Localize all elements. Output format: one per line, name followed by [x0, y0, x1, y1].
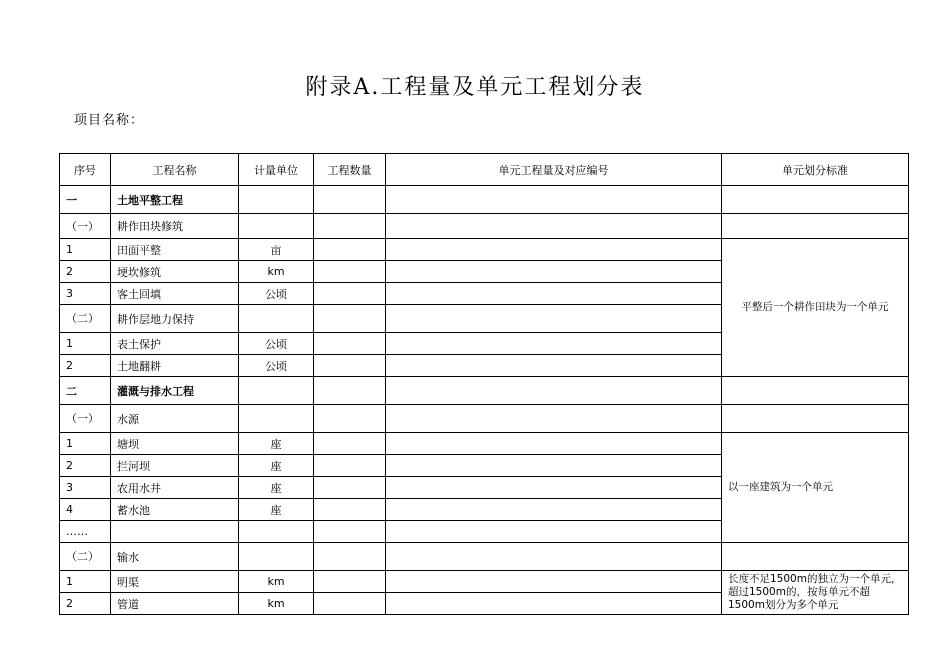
header-name: 工程名称 [111, 154, 239, 186]
row-quantity [314, 239, 386, 261]
row-quantity [314, 433, 386, 455]
row-unit-quantity [386, 305, 722, 333]
row-no: 2 [60, 455, 111, 477]
row-unit-quantity [386, 405, 722, 433]
row-unit [239, 186, 314, 214]
row-name: 埂坎修筑 [111, 261, 239, 283]
row-name: 土地翻耕 [111, 355, 239, 377]
row-no: 2 [60, 261, 111, 283]
row-no: 2 [60, 355, 111, 377]
table-row [60, 571, 909, 593]
row-unit [239, 377, 314, 405]
row-unit: km [239, 593, 314, 615]
row-quantity [314, 477, 386, 499]
row-unit-quantity [386, 433, 722, 455]
row-unit: 座 [239, 433, 314, 455]
table-row [60, 543, 909, 571]
table-row [60, 239, 909, 261]
row-quantity [314, 377, 386, 405]
row-no: 1 [60, 239, 111, 261]
row-name: 明渠 [111, 571, 239, 593]
row-no: （二） [60, 305, 111, 333]
row-quantity [314, 405, 386, 433]
header-unit-quantity: 单元工程量及对应编号 [386, 154, 722, 186]
row-unit-quantity [386, 283, 722, 305]
row-unit-quantity [386, 477, 722, 499]
row-quantity [314, 283, 386, 305]
row-quantity [314, 186, 386, 214]
row-quantity [314, 305, 386, 333]
row-no: （一） [60, 214, 111, 239]
row-no: 1 [60, 571, 111, 593]
row-criteria [722, 377, 909, 405]
criteria-land-leveling: 平整后一个耕作田块为一个单元 [722, 239, 909, 377]
row-no: 二 [60, 377, 111, 405]
row-unit-quantity [386, 455, 722, 477]
row-unit: 公顷 [239, 355, 314, 377]
row-unit: 座 [239, 477, 314, 499]
criteria-conveyance: 长度不足1500m的独立为一个单元，超过1500m的，按每单元不超1500m划分为多个单元 [722, 571, 909, 615]
row-unit: 公顷 [239, 333, 314, 355]
row-unit-quantity [386, 571, 722, 593]
criteria-water-source: 以一座建筑为一个单元 [722, 433, 909, 543]
row-name: 输水 [111, 543, 239, 571]
division-table [59, 153, 909, 615]
row-unit-quantity [386, 499, 722, 521]
row-unit: 公顷 [239, 283, 314, 305]
row-name: 田面平整 [111, 239, 239, 261]
row-name: 塘坝 [111, 433, 239, 455]
row-criteria [722, 405, 909, 433]
row-criteria [722, 186, 909, 214]
row-name: 灌溉与排水工程 [111, 377, 239, 405]
header-no: 序号 [60, 154, 111, 186]
row-no: 3 [60, 283, 111, 305]
table-row [60, 433, 909, 455]
row-unit: 亩 [239, 239, 314, 261]
row-name: 土地平整工程 [111, 186, 239, 214]
row-no: 1 [60, 333, 111, 355]
row-unit: 座 [239, 499, 314, 521]
row-name: 蓄水池 [111, 499, 239, 521]
row-name: 客土回填 [111, 283, 239, 305]
row-unit-quantity [386, 239, 722, 261]
row-no: 1 [60, 433, 111, 455]
row-name: 表土保护 [111, 333, 239, 355]
table-row [60, 214, 909, 239]
row-no: （二） [60, 543, 111, 571]
row-no: 3 [60, 477, 111, 499]
row-no: 2 [60, 593, 111, 615]
row-unit-quantity [386, 377, 722, 405]
table-row [60, 186, 909, 214]
row-unit-quantity [386, 355, 722, 377]
row-unit [239, 521, 314, 543]
row-quantity [314, 521, 386, 543]
row-unit: 座 [239, 455, 314, 477]
table-row [60, 405, 909, 433]
row-no: （一） [60, 405, 111, 433]
page-title: 附录A.工程量及单元工程划分表 [305, 75, 645, 100]
row-unit-quantity [386, 261, 722, 283]
row-quantity [314, 593, 386, 615]
row-name: 水源 [111, 405, 239, 433]
row-quantity [314, 333, 386, 355]
row-quantity [314, 355, 386, 377]
row-unit-quantity [386, 593, 722, 615]
row-quantity [314, 571, 386, 593]
row-name: 拦河坝 [111, 455, 239, 477]
row-unit [239, 305, 314, 333]
row-unit-quantity [386, 333, 722, 355]
row-quantity [314, 261, 386, 283]
row-quantity [314, 214, 386, 239]
header-unit: 计量单位 [239, 154, 314, 186]
row-quantity [314, 499, 386, 521]
project-name-label: 项目名称： [74, 113, 145, 128]
row-no: 一 [60, 186, 111, 214]
row-name: 耕作田块修筑 [111, 214, 239, 239]
row-unit-quantity [386, 186, 722, 214]
row-unit-quantity [386, 543, 722, 571]
row-unit: km [239, 571, 314, 593]
row-quantity [314, 543, 386, 571]
row-unit [239, 405, 314, 433]
row-no: 4 [60, 499, 111, 521]
table-header-row [60, 154, 909, 186]
row-name: 农用水井 [111, 477, 239, 499]
header-quantity: 工程数量 [314, 154, 386, 186]
row-name [111, 521, 239, 543]
table-row [60, 377, 909, 405]
row-name: 管道 [111, 593, 239, 615]
row-name: 耕作层地力保持 [111, 305, 239, 333]
row-criteria [722, 214, 909, 239]
row-unit [239, 214, 314, 239]
row-unit: km [239, 261, 314, 283]
row-unit-quantity [386, 521, 722, 543]
row-unit-quantity [386, 214, 722, 239]
row-unit [239, 543, 314, 571]
header-criteria: 单元划分标准 [722, 154, 909, 186]
row-no: …… [60, 521, 111, 543]
row-quantity [314, 455, 386, 477]
row-criteria [722, 543, 909, 571]
